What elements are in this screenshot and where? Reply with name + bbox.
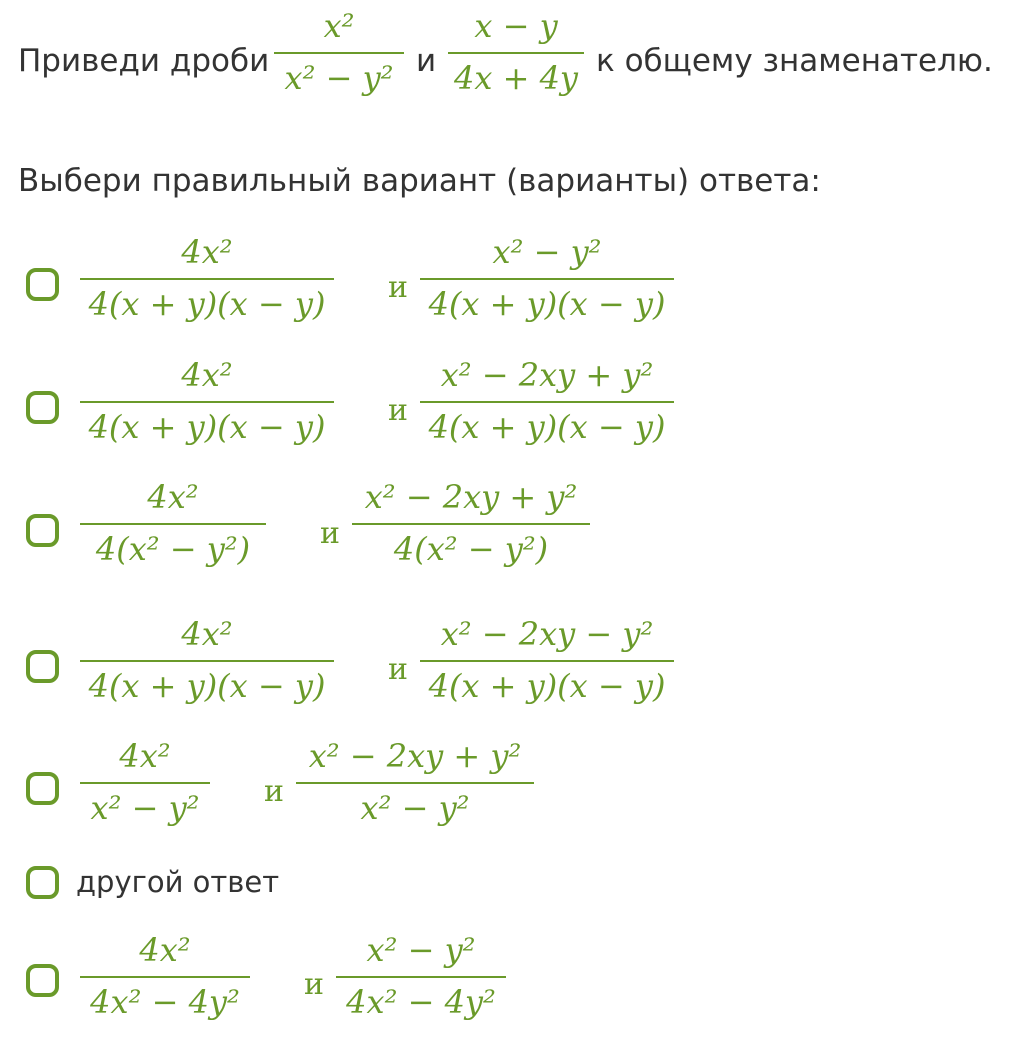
option-1-fraction-b (420, 233, 674, 323)
option-7-fraction-b-denominator: 4x² − 4y² (346, 983, 496, 1021)
option-1-and: и (388, 270, 408, 305)
option-1-fraction-a-denominator: 4(x + y)(x − y) (88, 285, 326, 323)
question-fraction-2-denominator: 4x + 4y (454, 59, 578, 97)
option-2-fraction-b (420, 356, 674, 446)
question-fraction-2-numerator: x − y (474, 7, 558, 45)
option-3-fraction-b-numerator: x² − 2xy + y² (364, 478, 578, 516)
option-1-checkbox[interactable] (26, 268, 59, 301)
option-2-checkbox[interactable] (26, 391, 59, 424)
option-7-and: и (304, 967, 324, 1002)
option-7-fraction-b-numerator: x² − y² (366, 931, 476, 969)
option-4-fraction-a-denominator: 4(x + y)(x − y) (88, 667, 326, 705)
question-suffix: к общему знаменателю. (596, 43, 993, 79)
option-2-fraction-b-numerator: x² − 2xy + y² (440, 356, 654, 394)
option-2-fraction-a-denominator: 4(x + y)(x − y) (88, 408, 326, 446)
option-1-fraction-b-denominator: 4(x + y)(x − y) (428, 285, 666, 323)
option-7-fraction-b (336, 931, 506, 1021)
option-5-fraction-a-denominator: x² − y² (90, 789, 200, 827)
option-2-fraction-a-numerator: 4x² (181, 356, 233, 394)
option-7-fraction-a (80, 931, 250, 1021)
option-4-fraction-a (80, 615, 334, 705)
option-5-and: и (264, 774, 284, 809)
question-and: и (416, 43, 437, 79)
option-3-and: и (320, 516, 340, 551)
question-fraction-1-numerator: x² (323, 7, 355, 45)
instruction-text: Выбери правильный вариант (варианты) ответа: (18, 163, 821, 199)
option-1-fraction-a-numerator: 4x² (181, 233, 233, 271)
option-5-fraction-b (296, 737, 534, 827)
option-2-fraction-b-denominator: 4(x + y)(x − y) (428, 408, 666, 446)
option-3-fraction-b (352, 478, 590, 568)
option-5-fraction-b-denominator: x² − y² (360, 789, 470, 827)
option-5-fraction-a-numerator: 4x² (119, 737, 171, 775)
option-4-fraction-a-numerator: 4x² (181, 615, 233, 653)
option-4-fraction-b-denominator: 4(x + y)(x − y) (428, 667, 666, 705)
option-3-checkbox[interactable] (26, 514, 59, 547)
option-4-and: и (388, 652, 408, 687)
option-2-and: и (388, 393, 408, 428)
option-1-fraction-b-numerator: x² − y² (492, 233, 602, 271)
option-5-fraction-a (80, 737, 210, 827)
option-5-fraction-b-numerator: x² − 2xy + y² (308, 737, 522, 775)
question-fraction-1 (274, 7, 404, 97)
option-3-fraction-b-denominator: 4(x² − y²) (393, 530, 549, 568)
question-fraction-2 (448, 7, 584, 97)
option-4-fraction-b (420, 615, 674, 705)
option-4-checkbox[interactable] (26, 650, 59, 683)
option-3-fraction-a-denominator: 4(x² − y²) (95, 530, 251, 568)
option-6-checkbox[interactable] (26, 866, 59, 899)
option-2-fraction-a (80, 356, 334, 446)
option-6-label[interactable]: другой ответ (76, 865, 280, 899)
option-4-fraction-b-numerator: x² − 2xy − y² (440, 615, 654, 653)
option-3-fraction-a-numerator: 4x² (147, 478, 199, 516)
question-fraction-1-denominator: x² − y² (284, 59, 394, 97)
option-7-checkbox[interactable] (26, 964, 59, 997)
option-3-fraction-a (80, 478, 266, 568)
option-5-checkbox[interactable] (26, 772, 59, 805)
option-7-fraction-a-numerator: 4x² (139, 931, 191, 969)
question-prefix: Приведи дроби (18, 43, 270, 79)
option-7-fraction-a-denominator: 4x² − 4y² (90, 983, 240, 1021)
option-1-fraction-a (80, 233, 334, 323)
